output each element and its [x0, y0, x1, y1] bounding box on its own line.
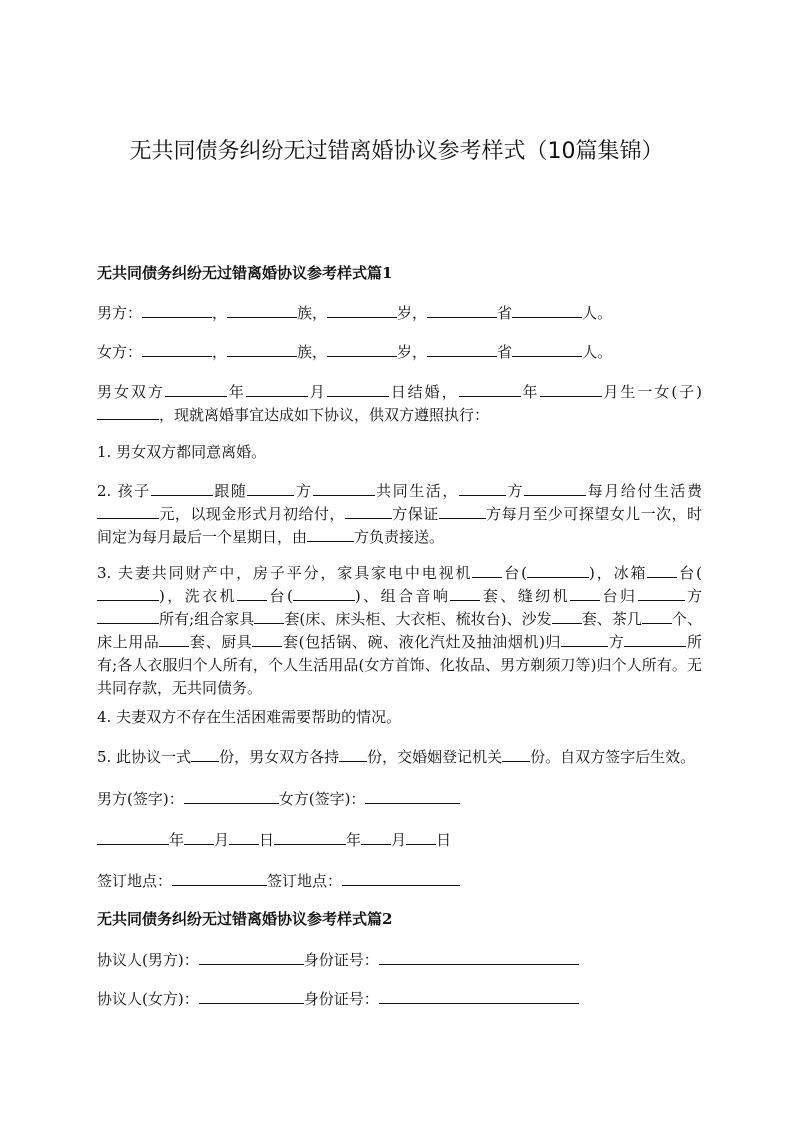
blank [165, 381, 227, 397]
blank [642, 608, 672, 624]
text: )、组合音响 [354, 587, 451, 605]
blank[interactable] [172, 870, 267, 886]
blank [191, 746, 219, 762]
text: 族， [297, 304, 328, 322]
blank [97, 585, 159, 601]
text: 2. 孩子 [97, 482, 151, 500]
text: 年 [346, 831, 362, 849]
blank [246, 381, 308, 397]
text: 月 [391, 831, 407, 849]
blank[interactable] [342, 870, 460, 886]
section-2-heading: 无共同债务纠纷无过错离婚协议参考样式篇2 [97, 910, 393, 928]
blank [229, 829, 259, 845]
blank [361, 829, 391, 845]
party-woman-label: 协议人(女方)： [97, 990, 199, 1008]
blank [561, 631, 608, 647]
signing-place-line [97, 870, 702, 893]
text: 个、床上用品 [97, 610, 702, 651]
man-signature-label: 男方(签字)： [97, 790, 184, 808]
blank [512, 302, 582, 318]
blank [624, 631, 686, 647]
blank [647, 562, 677, 578]
blank [527, 562, 589, 578]
text: 共同生活， [374, 482, 459, 500]
item-2 [97, 480, 702, 549]
blank [427, 341, 497, 357]
blank [540, 381, 602, 397]
text: 跟随 [212, 482, 248, 500]
woman-signature-blank[interactable] [365, 788, 460, 804]
signature-line [97, 788, 702, 811]
blank [459, 480, 506, 496]
party-man-line [97, 949, 702, 972]
text: )，洗衣机 [159, 587, 238, 605]
blank [307, 526, 354, 542]
text: 份，交婚姻登记机关 [367, 748, 503, 766]
text: 年 [226, 383, 246, 401]
text: 方每月至少可探望女儿一次，时间定为每月最后一个星期日，由 [97, 505, 702, 546]
woman-label: 女方： [97, 343, 143, 361]
text: 人。 [582, 343, 613, 361]
text: 台( [677, 564, 702, 582]
blank [313, 480, 375, 496]
blank [97, 404, 159, 420]
blank [570, 585, 600, 601]
blank [254, 608, 284, 624]
text: 省 [497, 343, 513, 361]
text: 方 [294, 482, 313, 500]
blank [638, 585, 685, 601]
text: 族， [297, 343, 328, 361]
text: 台归 [600, 587, 638, 605]
blank [345, 503, 392, 519]
text: 人。 [582, 304, 613, 322]
woman-signature-label: 女方(签字)： [278, 790, 366, 808]
woman-info-line [97, 341, 702, 364]
text: 3. 夫妻共同财产中，房子平分，家具家电中电视机 [97, 564, 473, 582]
text: 份，男女双方各持 [219, 748, 340, 766]
blank [327, 381, 389, 397]
blank [472, 562, 502, 578]
blank [427, 302, 497, 318]
blank [274, 829, 346, 845]
blank [552, 608, 582, 624]
party-woman-line [97, 988, 702, 1011]
text: 方负责接送。 [354, 528, 445, 546]
blank [227, 341, 297, 357]
item-5 [97, 746, 702, 769]
blank [512, 341, 582, 357]
document-title: 无共同债务纠纷无过错离婚协议参考样式（10篇集锦） [129, 139, 664, 164]
text: 每月给付生活费 [586, 482, 702, 500]
place-label: 签订地点： [97, 872, 173, 890]
blank [97, 503, 159, 519]
text: 方 [608, 633, 625, 651]
blank[interactable] [379, 988, 579, 1004]
place-label: 签订地点： [267, 872, 343, 890]
text: 份。自双方签字后生效。 [530, 748, 696, 766]
text: 岁， [397, 343, 428, 361]
party-man-label: 协议人(男方)： [97, 951, 199, 969]
blank [142, 341, 212, 357]
blank [184, 829, 214, 845]
text: 台( [502, 564, 527, 582]
blank [459, 381, 521, 397]
marriage-paragraph [97, 381, 702, 427]
text: 年 [520, 383, 540, 401]
man-label: 男方： [97, 304, 143, 322]
blank [339, 746, 367, 762]
text: )，冰箱 [589, 564, 648, 582]
text: 日 [436, 831, 452, 849]
text: 方保证 [391, 505, 439, 523]
blank [151, 480, 213, 496]
blank [252, 631, 282, 647]
text: 省 [497, 304, 513, 322]
text: 日 [259, 831, 275, 849]
id-label: 身份证号： [303, 990, 379, 1008]
text: 套(床、床头柜、大衣柜、梳妆台)、沙发 [284, 610, 552, 628]
text: 日结婚， [388, 383, 459, 401]
text: 男女双方 [97, 383, 165, 401]
blank [524, 480, 586, 496]
blank [227, 302, 297, 318]
blank [97, 829, 169, 845]
blank [502, 746, 530, 762]
text: 方 [684, 587, 702, 605]
item-3 [97, 562, 702, 700]
text: 所有;组合家具 [159, 610, 255, 628]
text: ，现就离婚事宜达成如下协议，供双方遵照执行： [159, 406, 490, 424]
text: 元，以现金形式月初给付， [159, 505, 345, 523]
text: 岁， [397, 304, 428, 322]
text: 年 [169, 831, 185, 849]
blank [439, 503, 486, 519]
blank [327, 341, 397, 357]
text: 月 [214, 831, 230, 849]
text: ， [212, 304, 228, 322]
text: 月 [307, 383, 327, 401]
man-signature-blank[interactable] [184, 788, 279, 804]
text: 套、缝纫机 [480, 587, 571, 605]
text: 所有;各人衣服归个人所有，个人生活用品(女方首饰、化妆品、男方剃须刀等)归个人所有。无共同存款，无共同债务。 [97, 633, 702, 697]
date-line [97, 829, 702, 852]
blank [159, 631, 189, 647]
blank[interactable] [379, 949, 579, 965]
text: 方 [505, 482, 525, 500]
blank [293, 585, 355, 601]
blank [142, 302, 212, 318]
id-label: 身份证号： [303, 951, 379, 969]
item-4: 4. 夫妻双方不存在生活困难需要帮助的情况。 [97, 708, 402, 726]
man-info-line [97, 302, 702, 325]
text: 5. 此协议一式 [97, 748, 192, 766]
blank [247, 480, 294, 496]
blank [450, 585, 480, 601]
blank [97, 608, 159, 624]
item-1: 1. 男女双方都同意离婚。 [97, 443, 267, 461]
blank[interactable] [199, 988, 304, 1004]
text: 台( [267, 587, 293, 605]
text: 月生一女(子) [601, 383, 702, 401]
text: 套(包括锅、碗、液化汽灶及抽油烟机)归 [282, 633, 562, 651]
text: 套、茶几 [581, 610, 642, 628]
section-1-heading: 无共同债务纠纷无过错离婚协议参考样式篇1 [97, 264, 393, 282]
blank [237, 585, 267, 601]
text: ， [212, 343, 228, 361]
blank[interactable] [199, 949, 304, 965]
blank [406, 829, 436, 845]
blank [327, 302, 397, 318]
text: 套、厨具 [189, 633, 253, 651]
